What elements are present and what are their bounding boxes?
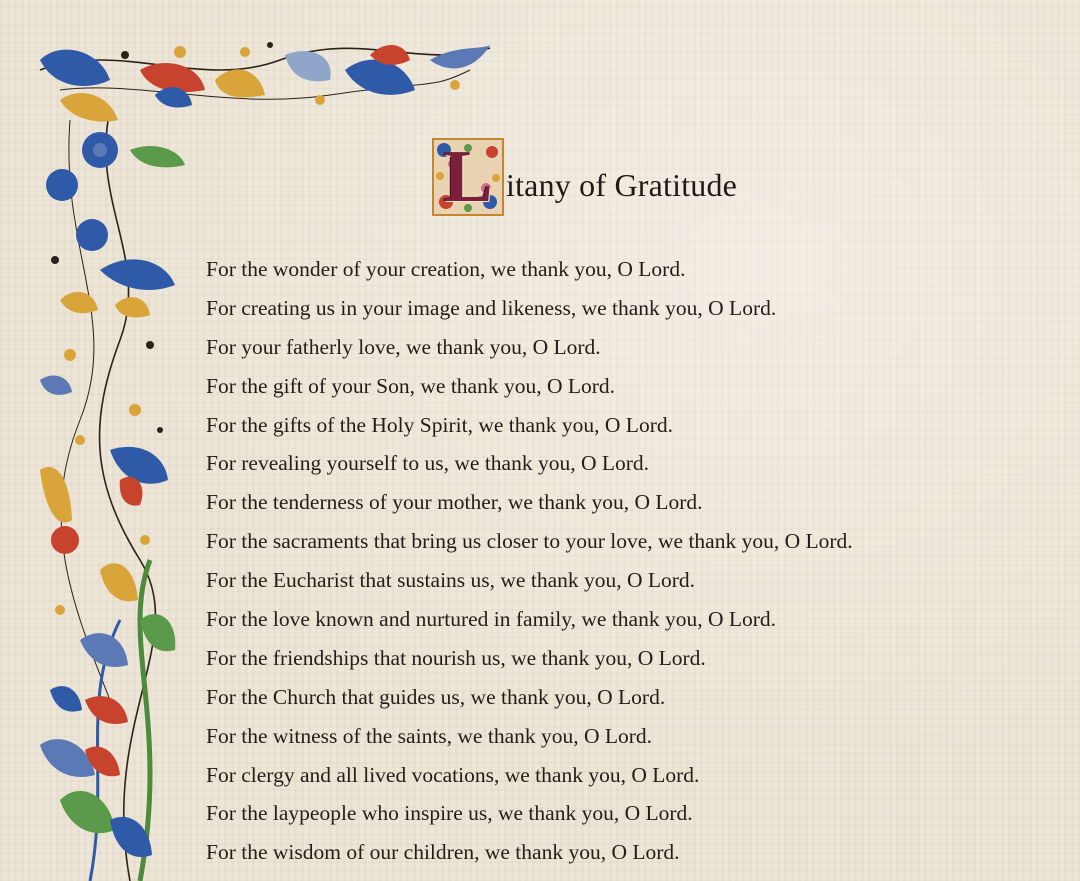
illuminated-dropcap bbox=[432, 138, 504, 216]
litany-line: For clergy and all lived vocations, we thank you, O Lord. bbox=[206, 762, 700, 787]
litany-line: For the friendships that nourish us, we thank you, O Lord. bbox=[206, 645, 706, 670]
litany-line: For the sacraments that bring us closer to your love, we thank you, O Lord. bbox=[206, 529, 853, 554]
litany-line: For your fatherly love, we thank you, O Lord. bbox=[206, 334, 601, 359]
litany-line: For the gifts of the Holy Spirit, we thank you, O Lord. bbox=[206, 412, 673, 437]
litany-line: For the Eucharist that sustains us, we thank you, O Lord. bbox=[206, 568, 696, 593]
litany-line: For the tenderness of your mother, we thank you, O Lord. bbox=[206, 490, 703, 515]
litany-line: For the love known and nurtured in family, we thank you, O Lord. bbox=[206, 607, 777, 632]
litany-list bbox=[206, 250, 853, 872]
dropcap-letter: L bbox=[443, 138, 493, 216]
litany-line: For the laypeople who inspire us, we thank you, O Lord. bbox=[206, 801, 693, 826]
litany-line: For revealing yourself to us, we thank you, O Lord. bbox=[206, 451, 650, 476]
litany-line: For the witness of the saints, we thank you, O Lord. bbox=[206, 723, 653, 748]
litany-title bbox=[432, 136, 737, 216]
litany-line: For the wisdom of our children, we thank you, O Lord. bbox=[206, 840, 680, 865]
litany-line: For the gift of your Son, we thank you, O Lord. bbox=[206, 373, 616, 398]
title-text: itany of Gratitude bbox=[506, 167, 738, 203]
litany-line: For the wonder of your creation, we thank you, O Lord. bbox=[206, 257, 686, 281]
litany-line: For creating us in your image and likeness, we thank you, O Lord. bbox=[206, 295, 777, 320]
litany-line: For the Church that guides us, we thank you, O Lord. bbox=[206, 684, 666, 709]
